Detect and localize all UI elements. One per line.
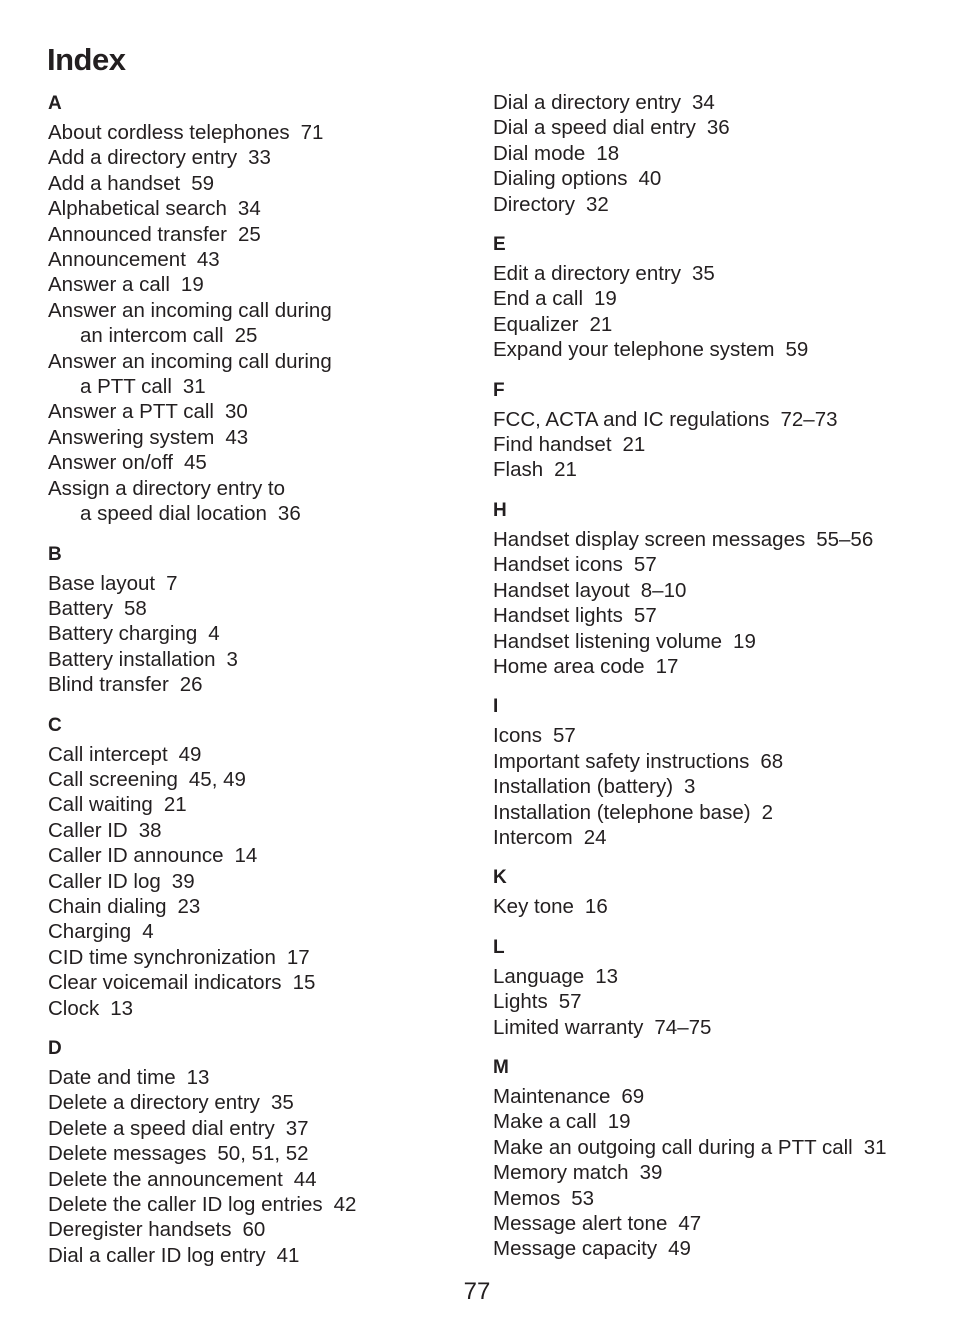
index-entry (493, 457, 933, 482)
entry-text: Date and time (48, 1066, 176, 1089)
section-letter: L (493, 936, 505, 958)
entry-page-number: 57 (558, 990, 582, 1014)
index-entry (48, 596, 468, 621)
entry-page-number: 57 (553, 724, 576, 748)
entry-text: Handset display screen messages (493, 527, 806, 551)
index-entry (493, 629, 933, 654)
index-entry (493, 166, 933, 191)
index-section (493, 231, 933, 363)
entry-text: CID time synchronization (48, 945, 276, 969)
entry-page-number: 43 (196, 248, 220, 272)
index-entry (493, 1015, 933, 1040)
page-title: Index (47, 42, 126, 77)
index-entry (493, 989, 933, 1014)
entry-text: Answer an incoming call during (48, 349, 332, 373)
entry-page-number: 49 (178, 742, 202, 766)
index-entry (493, 825, 933, 850)
entry-page-number: 23 (177, 894, 201, 918)
entry-page-number: 4 (142, 920, 154, 944)
entry-page-number: 32 (586, 192, 609, 216)
entry-text: Add a handset (48, 171, 181, 195)
entry-text: Directory (493, 192, 576, 216)
entry-page-number: 26 (179, 673, 203, 697)
entry-text: Message alert tone (493, 1212, 668, 1235)
entry-text: Caller ID (48, 818, 128, 842)
entry-page-number: 3 (226, 647, 238, 671)
index-entry (48, 1141, 468, 1166)
entry-page-number: 40 (638, 167, 662, 191)
index-entry (48, 996, 468, 1021)
entry-text: Handset icons (493, 553, 623, 577)
entry-page-number: 59 (785, 338, 809, 362)
index-entry (48, 672, 468, 697)
index-entry (493, 141, 933, 166)
entry-page-number: 55–56 (816, 527, 874, 551)
entry-text: Important safety instructions (493, 749, 750, 773)
index-entry (493, 723, 933, 748)
entry-continuation (48, 374, 468, 399)
entry-page-number: 57 (633, 604, 657, 628)
index-entry (493, 115, 933, 140)
index-entry (48, 970, 468, 995)
entry-text: Delete messages (48, 1142, 207, 1166)
index-column-left (48, 90, 468, 1282)
page-number: 77 (463, 1278, 491, 1305)
entry-text: Home area code (493, 654, 645, 678)
entry-page-number: 19 (594, 287, 617, 311)
entry-page-number: 21 (163, 793, 187, 817)
index-entry (493, 774, 933, 799)
entry-page-number: 31 (863, 1135, 887, 1159)
entry-page-number: 34 (691, 91, 715, 114)
index-entry (493, 1109, 933, 1134)
entry-text: Dialing options (493, 167, 628, 191)
entry-text: Answering system (48, 425, 215, 449)
index-entry (48, 843, 468, 868)
entry-text: Caller ID log (48, 869, 161, 893)
index-entry (48, 792, 468, 817)
entry-page-number: 49 (668, 1237, 691, 1261)
entry-page-number: 2 (761, 800, 773, 824)
entry-text: Battery installation (48, 647, 216, 671)
entry-text: Announced transfer (48, 222, 227, 246)
index-entry (493, 894, 933, 919)
entry-page-number: 50, 51, 52 (217, 1142, 309, 1166)
index-entry (48, 298, 468, 349)
entry-continuation-text: a speed dial location (80, 502, 267, 526)
index-entry (493, 578, 933, 603)
index-section (493, 934, 933, 1040)
entry-page-number: 41 (276, 1243, 300, 1267)
entry-text: Find handset (493, 433, 612, 457)
index-entry (493, 527, 933, 552)
entry-continuation-text: a PTT call (80, 375, 172, 399)
entry-page-number: 16 (584, 895, 608, 919)
entry-text: Call screening (48, 767, 178, 791)
entry-text: Installation (battery) (493, 775, 674, 799)
index-section (493, 1054, 933, 1262)
index-section (493, 864, 933, 919)
section-letter: D (48, 1038, 62, 1059)
index-entry (48, 571, 468, 596)
entry-text: Message capacity (493, 1237, 658, 1261)
index-entry (48, 450, 468, 475)
index-column-right (493, 90, 933, 1276)
index-entry (493, 337, 933, 362)
entry-page-number: 47 (678, 1212, 702, 1235)
section-letter: E (493, 234, 506, 256)
index-entry (493, 603, 933, 628)
index-entry (48, 222, 468, 247)
section-letter: A (48, 93, 62, 114)
entry-text: About cordless telephones (48, 121, 290, 144)
entry-text: Delete a speed dial entry (48, 1116, 275, 1140)
index-entry (493, 192, 933, 217)
entry-text: Handset layout (493, 578, 630, 602)
index-section (48, 541, 468, 698)
entry-page-number: 71 (300, 121, 324, 144)
entry-page-number: 15 (292, 971, 316, 995)
index-section (48, 90, 468, 527)
entry-text: Add a directory entry (48, 146, 238, 170)
index-entry (493, 1211, 933, 1236)
index-entry (48, 476, 468, 527)
entry-page-number: 19 (180, 273, 204, 297)
entry-page-number: 69 (621, 1084, 645, 1108)
index-entry (493, 1236, 933, 1261)
entry-text: Make a call (493, 1110, 597, 1134)
entry-page-number: 36 (277, 502, 301, 526)
entry-text: Clock (48, 996, 100, 1020)
entry-text: Flash (493, 458, 544, 482)
entry-page-number: 53 (571, 1186, 595, 1210)
entry-continuation (48, 501, 468, 526)
entry-page-number: 34 (237, 197, 261, 221)
entry-page-number: 59 (191, 171, 215, 195)
index-entry (493, 90, 933, 115)
entry-page-number: 36 (706, 116, 730, 140)
entry-text: Dial a speed dial entry (493, 116, 696, 140)
section-letter: F (493, 379, 505, 401)
entry-text: Deregister handsets (48, 1218, 232, 1242)
entry-text: Clear voicemail indicators (48, 971, 282, 995)
entry-page-number: 25 (237, 222, 261, 246)
entry-text: Delete a directory entry (48, 1091, 260, 1115)
entry-text: Dial a caller ID log entry (48, 1243, 266, 1267)
entry-page-number: 25 (234, 324, 258, 348)
entry-text: Dial mode (493, 141, 586, 165)
entry-page-number: 14 (234, 844, 258, 868)
index-entry (493, 800, 933, 825)
entry-page-number: 17 (286, 945, 310, 969)
index-entry (48, 1065, 468, 1090)
index-entry (48, 247, 468, 272)
entry-page-number: 21 (589, 312, 613, 336)
section-letter: B (48, 543, 62, 565)
index-entry (48, 894, 468, 919)
index-entry (48, 272, 468, 297)
index-entry (48, 1217, 468, 1242)
index-entry (48, 171, 468, 196)
entry-text: Chain dialing (48, 894, 167, 918)
entry-page-number: 19 (607, 1110, 631, 1134)
entry-text: Answer on/off (48, 451, 173, 475)
index-entry (48, 1167, 468, 1192)
index-entry (48, 1116, 468, 1141)
entry-text: Key tone (493, 895, 574, 919)
entry-page-number: 58 (123, 596, 147, 620)
entry-text: Installation (telephone base) (493, 800, 751, 824)
entry-page-number: 35 (270, 1091, 294, 1115)
index-entry (493, 1135, 933, 1160)
entry-page-number: 21 (554, 458, 577, 482)
entry-page-number: 24 (583, 825, 607, 849)
entry-text: Announcement (48, 248, 186, 272)
index-entry (48, 1243, 468, 1268)
entry-text: Battery charging (48, 622, 198, 646)
entry-page-number: 4 (208, 622, 220, 646)
entry-page-number: 39 (171, 869, 195, 893)
entry-text: Memos (493, 1186, 561, 1210)
index-entry (48, 1192, 468, 1217)
entry-text: Intercom (493, 825, 573, 849)
entry-page-number: 37 (285, 1116, 309, 1140)
entry-page-number: 33 (248, 146, 271, 170)
section-letter: C (48, 714, 62, 736)
entry-text: Lights (493, 990, 548, 1014)
index-entry (48, 621, 468, 646)
index-entry (48, 399, 468, 424)
entry-page-number: 57 (633, 553, 657, 577)
index-entry (48, 767, 468, 792)
entry-page-number: 31 (182, 375, 206, 399)
entry-page-number: 60 (242, 1218, 266, 1242)
entry-text: Answer an incoming call during (48, 298, 332, 322)
index-entry (493, 312, 933, 337)
index-entry (48, 120, 468, 145)
entry-page-number: 19 (733, 629, 756, 653)
index-entry (48, 349, 468, 400)
section-letter: I (493, 696, 499, 718)
index-entry (48, 919, 468, 944)
entry-text: Equalizer (493, 312, 579, 336)
index-entry (493, 1186, 933, 1211)
index-entry (493, 261, 933, 286)
section-letter: M (493, 1056, 509, 1078)
entry-page-number: 13 (110, 996, 134, 1020)
entry-page-number: 45 (183, 451, 207, 475)
index-entry (48, 869, 468, 894)
entry-page-number: 44 (293, 1167, 317, 1191)
index-entry (493, 964, 933, 989)
section-letter: K (493, 867, 507, 889)
entry-text: Assign a directory entry to (48, 476, 285, 500)
index-entry (493, 1084, 933, 1109)
entry-page-number: 21 (622, 433, 646, 457)
index-entry (48, 1090, 468, 1115)
entry-page-number: 35 (692, 262, 715, 286)
entry-text: Handset listening volume (493, 629, 723, 653)
entry-text: Make an outgoing call during a PTT call (493, 1135, 853, 1159)
entry-page-number: 38 (138, 818, 162, 842)
entry-text: Battery (48, 596, 113, 620)
entry-text: Edit a directory entry (493, 262, 681, 286)
entry-text: Charging (48, 920, 132, 944)
entry-page-number: 18 (596, 141, 620, 165)
index-section (493, 693, 933, 850)
entry-page-number: 13 (186, 1066, 210, 1089)
entry-page-number: 39 (639, 1161, 663, 1185)
entry-page-number: 74–75 (654, 1015, 712, 1039)
entry-text: End a call (493, 287, 584, 311)
index-entry (48, 647, 468, 672)
index-section (493, 90, 933, 217)
entry-text: Call intercept (48, 742, 168, 766)
index-entry (493, 1160, 933, 1185)
entry-page-number: 43 (225, 425, 249, 449)
entry-text: Blind transfer (48, 673, 169, 697)
index-entry (48, 145, 468, 170)
index-entry (48, 818, 468, 843)
entry-text: Delete the announcement (48, 1167, 283, 1191)
index-entry (48, 425, 468, 450)
index-section (493, 377, 933, 483)
entry-page-number: 45, 49 (188, 767, 246, 791)
entry-text: Language (493, 964, 585, 988)
entry-text: Answer a call (48, 273, 170, 297)
entry-page-number: 3 (684, 775, 696, 799)
entry-page-number: 68 (760, 749, 784, 773)
entry-text: Call waiting (48, 793, 153, 817)
entry-page-number: 42 (333, 1193, 357, 1217)
entry-page-number: 72–73 (780, 407, 838, 431)
entry-page-number: 30 (224, 400, 248, 424)
section-letter: H (493, 499, 507, 521)
index-entry (48, 196, 468, 221)
entry-text: Base layout (48, 571, 156, 595)
index-section (48, 712, 468, 1021)
entry-text: Caller ID announce (48, 844, 224, 868)
entry-text: Expand your telephone system (493, 338, 775, 362)
entry-page-number: 17 (655, 654, 679, 678)
index-entry (493, 749, 933, 774)
entry-text: Icons (493, 724, 542, 748)
index-entry (48, 742, 468, 767)
index-section (493, 497, 933, 679)
entry-text: Alphabetical search (48, 197, 227, 221)
entry-text: Maintenance (493, 1084, 611, 1108)
entry-page-number: 13 (595, 964, 619, 988)
index-entry (48, 945, 468, 970)
entry-text: Answer a PTT call (48, 400, 214, 424)
entry-text: Handset lights (493, 604, 623, 628)
entry-page-number: 7 (166, 571, 178, 595)
entry-text: Dial a directory entry (493, 91, 681, 114)
entry-text: Memory match (493, 1161, 629, 1185)
entry-continuation-text: an intercom call (80, 324, 224, 348)
index-entry (493, 654, 933, 679)
index-entry (493, 286, 933, 311)
entry-text: Limited warranty (493, 1015, 644, 1039)
index-entry (493, 552, 933, 577)
entry-continuation (48, 323, 468, 348)
entry-page-number: 8–10 (640, 578, 687, 602)
index-section (48, 1035, 468, 1268)
entry-text: FCC, ACTA and IC regulations (493, 407, 770, 431)
entry-text: Delete the caller ID log entries (48, 1193, 323, 1217)
index-entry (493, 432, 933, 457)
index-entry (493, 407, 933, 432)
